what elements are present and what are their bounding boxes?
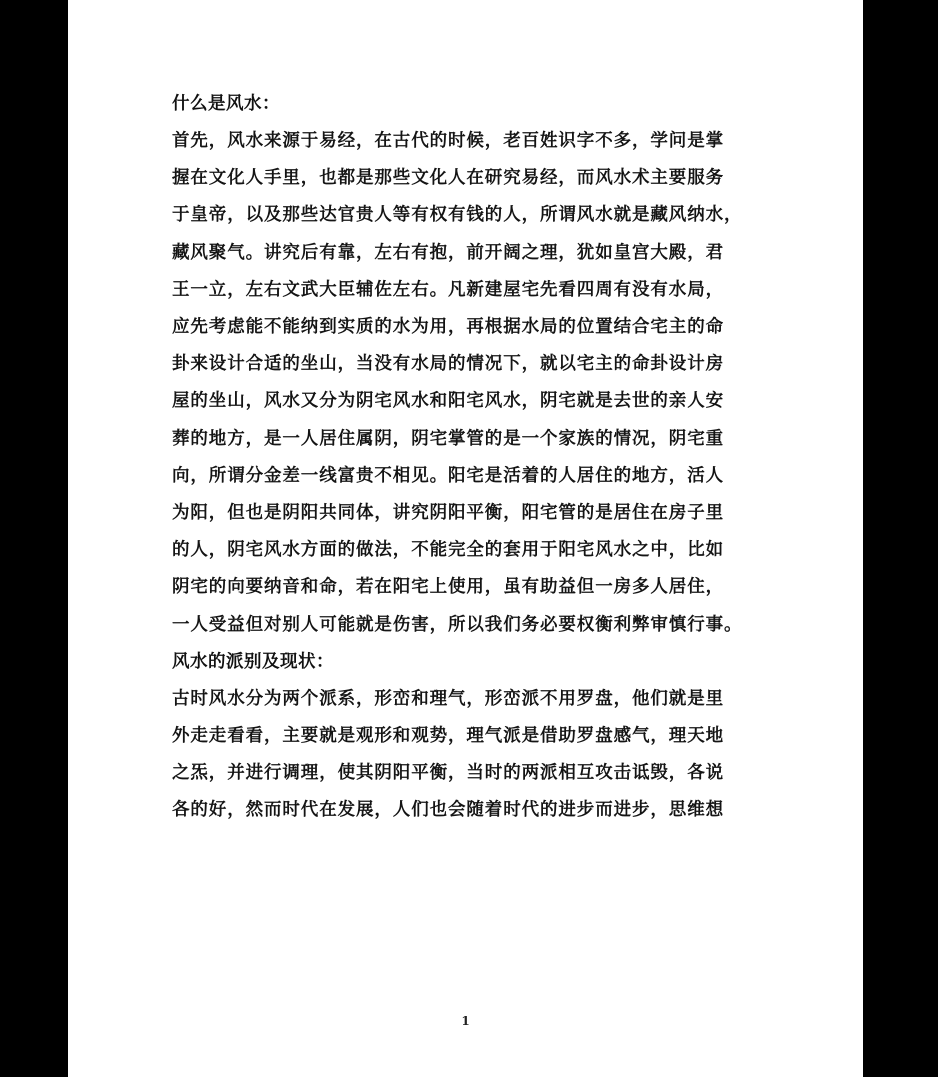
paragraph-fengshui-intro	[172, 123, 812, 644]
paragraph-line: 握在文化人手里，也都是那些文化人在研究易经，而风水术主要服务	[172, 168, 724, 189]
document-content	[172, 86, 812, 830]
paragraph-line: 于皇帝，以及那些达官贵人等有权有钱的人，所谓风水就是藏风纳水，	[172, 205, 743, 226]
section-heading-what-is-fengshui: 什么是风水：	[172, 94, 280, 114]
paragraph-line: 首先，风水来源于易经，在古代的时候，老百姓识字不多，学问是掌	[172, 131, 724, 151]
paragraph-line: 外走走看看，主要就是观形和观势，理气派是借助罗盘感气，理天地	[172, 726, 724, 747]
paragraph-line: 为阳，但也是阴阳共同体，讲究阴阳平衡，阳宅管的是居住在房子里	[172, 503, 724, 524]
paragraph-line: 之炁，并进行调理，使其阴阳平衡，当时的两派相互攻击诋毁，各说	[172, 763, 724, 784]
paragraph-line: 卦来设计合适的坐山，当没有水局的情况下，就以宅主的命卦设计房	[172, 354, 724, 375]
document-page	[68, 0, 863, 1077]
paragraph-line: 向，所谓分金差一线富贵不相见。阳宅是活着的人居住的地方，活人	[172, 465, 724, 486]
paragraph-fengshui-schools	[172, 681, 812, 830]
paragraph-line: 应先考虑能不能纳到实质的水为用，再根据水局的位置结合宅主的命	[172, 317, 724, 338]
paragraph-line: 一人受益但对别人可能就是伤害，所以我们务必要权衡利弊审慎行事。	[172, 614, 743, 635]
paragraph-line: 藏风聚气。讲究后有靠，左右有抱，前开阔之理，犹如皇宫大殿，君	[172, 242, 724, 263]
paragraph-line: 的人，阴宅风水方面的做法，不能完全的套用于阳宅风水之中，比如	[172, 540, 724, 561]
page-number: 1	[461, 1014, 470, 1028]
paragraph-line: 阴宅的向要纳音和命，若在阳宅上使用，虽有助益但一房多人居住，	[172, 577, 724, 598]
paragraph-line: 各的好，然而时代在发展，人们也会随着时代的进步而进步，思维想	[172, 800, 724, 821]
paragraph-line: 屋的坐山，风水又分为阴宅风水和阳宅风水，阴宅就是去世的亲人安	[172, 391, 724, 412]
paragraph-line: 王一立，左右文武大臣辅佐左右。凡新建屋宅先看四周有没有水局，	[172, 279, 724, 300]
section-heading-schools-status: 风水的派别及现状：	[172, 651, 334, 672]
paragraph-line: 葬的地方，是一人居住属阴，阴宅掌管的是一个家族的情况，阴宅重	[172, 428, 724, 449]
paragraph-line: 古时风水分为两个派系，形峦和理气，形峦派不用罗盘，他们就是里	[172, 688, 724, 709]
